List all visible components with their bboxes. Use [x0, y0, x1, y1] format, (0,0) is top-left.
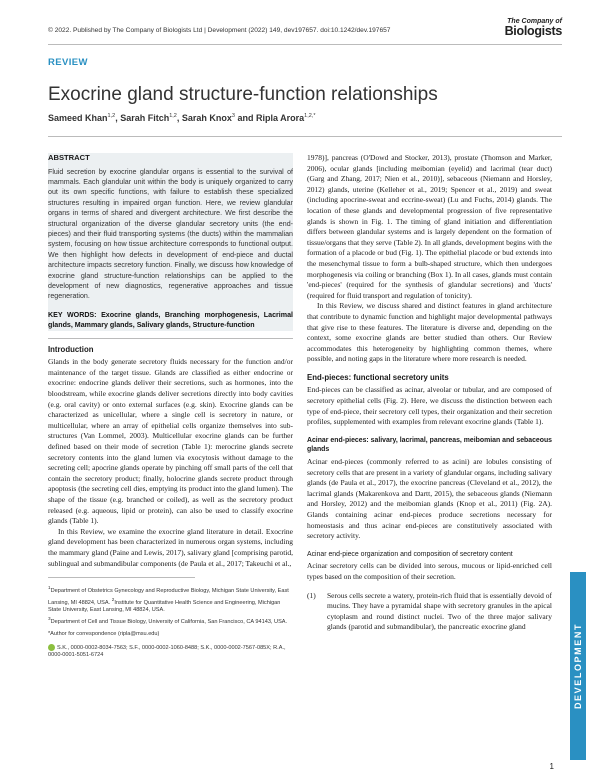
keywords-label: KEY WORDS:: [48, 310, 97, 319]
intro-paragraph-2: In this Review, we examine the exocrine gland literature in detail. Exocrine gland development has been characterized in numerous organ systems, including the mammary gland (Paine and Lewis, 2017), salivary gland [comprising parotid, sublingual and submandibular components (de Paula et al., 2017; Takeuchi et al.,: [48, 526, 293, 568]
affiliation-3: $^3$Department of Cell and Tissue Biology, University of California, San Francisco, CA 94143, USA.: [48, 615, 288, 625]
page-number: 1: [549, 762, 554, 771]
organization-paragraph: Acinar secretory cells can be divided into serous, mucous or lipid-enriched cell types based on the composition of their secretion.: [307, 561, 552, 581]
affiliation-1: $^1$Department of Obstetrics Gynecology and Reproductive Biology, Michigan State University, East Lansing, MI 48824, USA. $^2$Institute for Quantitative Health Science and Engineering, Michigan State University, East Lansing, MI 48824, USA.: [48, 585, 289, 614]
correspondence: *Author for correspondence (ripla@msu.edu): [48, 631, 160, 638]
intro-paragraph-continued: 1978)], pancreas (O'Dowd and Stocker, 2013), prostate (Thomson and Marker, 2006), ocular glands [including meibomian (eyelid) and lacrimal (tear duct) (Garg and Zhang, 2017; Nien et al., 2010)], sebaceous (Niemann and Horsley, 2012) glands, uterine (Kelleher et al., 2019; Spencer et al., 2019) and sweat (including apocrine-sweat and eccrine-sweat) (Lu and Fuchs, 2014) glands. The location of these glands and developmental progression of five representative glands is shown in Fig. 1. The timing of gland initiation and differentiation differs between glandular systems and is largely dependent on the formation of tissue/organs that they serve (Table 2). In all glands, development begins with the formation of a placode or bud (Fig. 1). The epithelial placode or bud extends into the mesenchymal tissue to form a bulb-shaped structure, which then undergoes morphogenesis via coiling or branching (Box 1). In all cases, glands must contain 'end-pieces' (required for the synthesis of glandular secretions) and 'ducts' (required for fluid transport and regulation of tonicity).: [307, 153, 552, 300]
left-column: [48, 153, 293, 660]
author-affiliation: 1,2: [169, 113, 177, 119]
abstract-text: Fluid secretion by exocrine glandular organs is essential to the survival of mammals. Each glandular unit within the body is uniquely organized to carry out its own specific functions, with failure to establish these specialized structures resulting in impaired organ function. Here, we review glandular organs in terms of shared and divergent architecture. We first describe the structural organization of the diverse glandular secretory units (the end-pieces) and their fluid transporting systems (the ducts) within the mammalian system, focusing on how tissue architecture corresponds to functional output. We then highlight how defects in development of end-piece and ductal architecture impacts secretory function. Finally, we discuss how knowledge of exocrine gland structure-function relationships can be applied to the development of new diagnostics, regenerative approaches and tissue regeneration.: [48, 167, 293, 301]
abstract-heading: ABSTRACT: [48, 153, 90, 162]
author-affiliation: 1,2: [107, 113, 116, 119]
header-divider: [48, 44, 562, 45]
intro-heading: Introduction: [48, 344, 94, 354]
copyright-line: © 2022. Published by The Company of Biologists Ltd | Development (2022) 149, dev197657. doi:10.1242/dev.197657: [48, 27, 391, 34]
author-name: Sarah Knox: [181, 113, 232, 123]
author-name: Sameed Khan: [48, 113, 108, 123]
section-divider: [48, 338, 293, 339]
author-affiliation: 3: [231, 113, 235, 119]
intro-paragraph-1: Glands in the body generate secretory fluids necessary for the function and/or maintenance of the target tissue. Glands are classified as either endocrine or exocrine: endocrine glands deliver their secretions, such as hormones, into the bloodstream, while exocrine glands deliver secretions directly into body cavities (e.g. oral cavity) or onto external surfaces (e.g. skin). Exocrine glands can be characterized as unicellular, where a single cell is secretory in nature, or multicellular, where an array of epithelial cells organize themselves into sub-structures (Van Lommel, 2003). Multicellular exocrine glands can be further defined based on their mode of secretion (Table 1): merocrine glands secrete secretory contents into the gland lumen via exocytosis without damage to the secreting cell; apocrine glands operate by pinching off small parts of the cell that contain the secretory product; finally, holocrine glands secrete product through apoptosis (the secreting cell dies, emptying its product into the gland lumen). The shape of the tissue (e.g. branched or coiled), as well as the secretory product released (e.g. aqueous, lipid or protein), can also be used to classify exocrine glands (Table 1).: [48, 357, 293, 526]
author-list: Sameed Khan$^{1,2}$, Sarah Fitch$^{1,2}$, Sarah Knox$^3$ and Ripla Arora$^{1,2,*}$: [48, 113, 316, 123]
logo-the: The Company of: [507, 18, 562, 25]
list-number: (1): [307, 590, 316, 600]
author-name: Sarah Fitch: [120, 113, 170, 123]
endpieces-paragraph: End-pieces can be classified as acinar, alveolar or tubular, and are composed of secretory epithelial cells (Fig. 2). Here, we discuss the distinction between each type of end-piece, their secretory cell types, their organization and their secretion profiles, supplemented with examples from relevant exocrine glands (Table 1).: [307, 385, 552, 427]
corresponding-mark: *: [313, 113, 316, 119]
section-label: REVIEW: [48, 57, 88, 68]
title-divider: [48, 136, 562, 137]
acinar-paragraph: Acinar end-pieces (commonly referred to as acini) are lobules consisting of secretory cells that are present in a variety of glandular organs, including salivary glands (de Paula et al., 2017), the exocrine pancreas (Cleveland et al., 2012), the lacrimal glands (Makarenkova and Dartt, 2015), the sebaceous glands (Niemann and Horsley, 2012) and the meibomian glands (Knop et al., 2011) (Fig. 2A). Glands containing acinar end-pieces produce secretions necessary for homeostasis and thus acinar end-pieces are constitutively associated with secretory activity.: [307, 457, 552, 541]
review-paragraph: In this Review, we discuss shared and distinct features in gland architecture that contribute to dynamic function and highlight major developmental pathways that give rise to these features. The literature is diverse and, depending on the context, some exocrine glands are better studied than others. Our Review accommodates this heterogeneity by highlighting common themes, where possible, and noting gaps in the literature where more research is needed.: [307, 301, 552, 364]
list-item: [307, 591, 552, 633]
author-name: Ripla Arora: [255, 113, 305, 123]
orcid-icon: [48, 644, 55, 651]
article-title: Exocrine gland structure-function relationships: [48, 84, 438, 105]
acinar-heading: Acinar end-pieces: salivary, lacrimal, pancreas, meibomian and sebaceous glands: [307, 436, 552, 454]
organization-heading: Acinar end-piece organization and composition of secretory content: [307, 550, 513, 558]
publisher-logo: [505, 18, 562, 38]
author-affiliation: 1,2,: [304, 113, 314, 119]
logo-name: Biologists: [504, 24, 562, 38]
journal-side-tab: DEVELOPMENT: [570, 572, 586, 760]
list-text: Serous cells secrete a watery, protein-rich fluid that is essentially devoid of mucins. They have a pyramidal shape with secretory granules in the apical cytoplasm and round distinct nuclei. Two of the three major salivary glands (parotid and submandibular), the pancreatic exocrine gland: [327, 590, 552, 632]
keywords: [48, 310, 293, 331]
footnote-divider: [48, 577, 195, 578]
footnotes: [48, 584, 293, 660]
right-column: [307, 153, 552, 633]
abstract-box: [48, 153, 293, 331]
keywords-list: Exocrine glands, Branching morphogenesis, Lacrimal glands, Mammary glands, Salivary glands, Structure-function: [48, 310, 293, 330]
orcid-line: S.K., 0000-0002-8034-7563; S.F., 0000-0002-1060-8488; S.K., 0000-0002-7567-085X; R.A., 0000-0001-5051-6724: [48, 644, 286, 659]
endpieces-heading: End-pieces: functional secretory units: [307, 372, 449, 382]
